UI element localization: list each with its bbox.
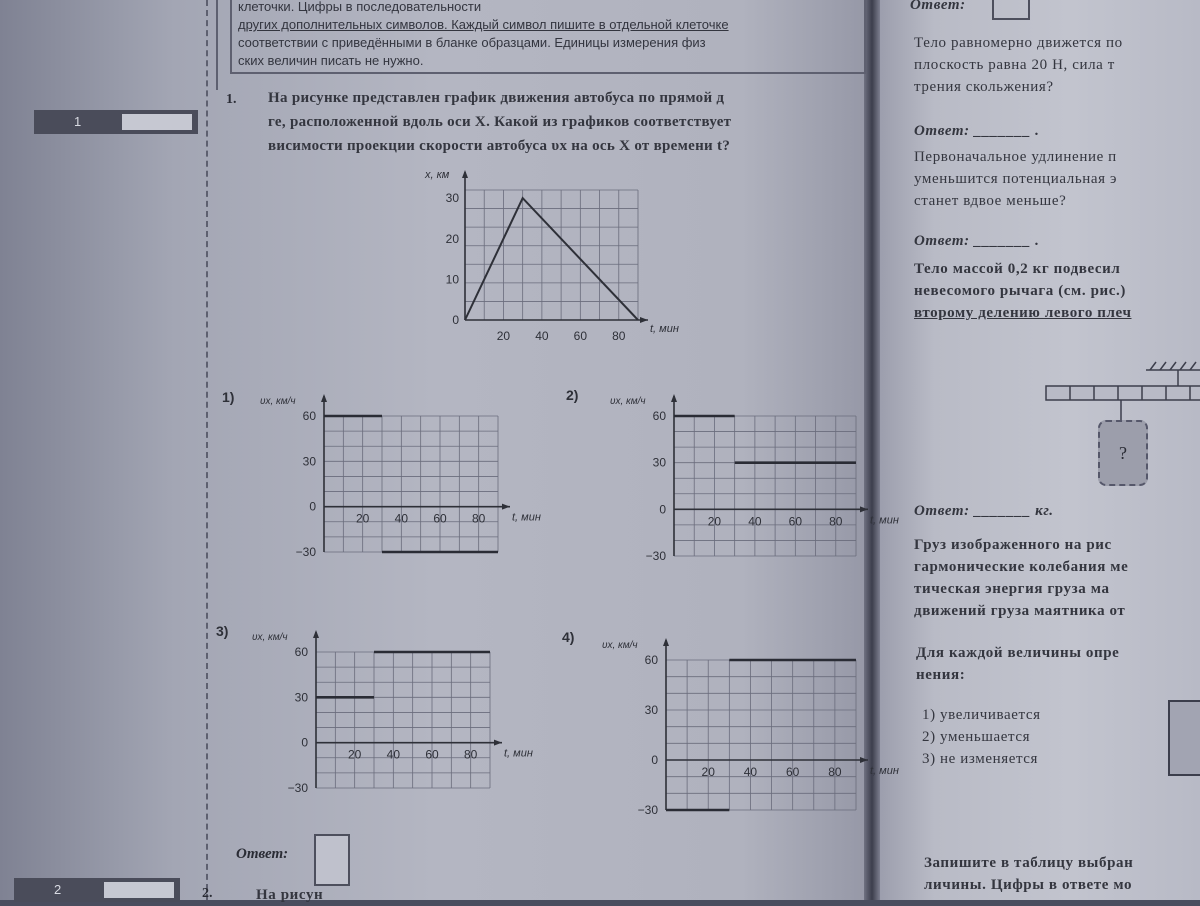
x-tick-label: 80 xyxy=(828,765,842,779)
problem-line: тическая энергия груза ма xyxy=(914,581,1110,597)
question-line: ге, расположенной вдоль оси X. Какой из графиков соответствует xyxy=(268,114,732,130)
problem-line: плоскость равна 20 Н, сила т xyxy=(914,57,1115,73)
y-tick-label: 60 xyxy=(644,653,658,667)
instruction-line: других дополнительных символов. Каждый символ пишите в отдельной клеточке xyxy=(238,17,729,32)
x-axis-label: t, мин xyxy=(870,765,899,777)
answer-bar-number: 2 xyxy=(54,882,62,897)
options-list xyxy=(922,704,1041,770)
option-label: 3) xyxy=(216,623,229,639)
answer-line: Ответ: _______ . xyxy=(914,233,1040,249)
problem-text xyxy=(914,534,1128,622)
problem-line: трения скольжения? xyxy=(914,79,1054,95)
answer-bar-number: 1 xyxy=(74,114,82,129)
x-tick-label: 40 xyxy=(535,329,549,343)
x-tick-label: 60 xyxy=(433,511,447,526)
instruction-line: клеточки. Цифры в последовательности xyxy=(238,0,482,14)
x-tick-label: 80 xyxy=(471,511,486,526)
question-2-text: На рисун xyxy=(256,887,324,903)
unknown-weight: ? xyxy=(1098,420,1148,486)
problem-line: Запишите в таблицу выбран xyxy=(924,855,1134,871)
answer-line: Ответ: _______ . xyxy=(914,123,1040,139)
problem-line: Первоначальное удлинение п xyxy=(914,149,1117,165)
question-number: 1. xyxy=(226,92,237,107)
problem-line: Тело массой 0,2 кг подвесил xyxy=(914,261,1121,277)
x-tick-label: 20 xyxy=(355,511,370,526)
y-tick-label: 60 xyxy=(302,409,316,423)
y-tick-label: 30 xyxy=(294,690,308,705)
problem-line: движений груза маятника от xyxy=(914,603,1126,619)
x-tick-label: 40 xyxy=(386,747,401,762)
y-tick-label: −30 xyxy=(295,545,316,559)
x-tick-label: 80 xyxy=(829,514,843,529)
question-line: висимости проекции скорости автобуса υx на ось X от времени t? xyxy=(268,138,731,154)
problem-line: невесомого рычага (см. рис.) xyxy=(914,283,1126,299)
x-tick-label: 20 xyxy=(701,765,715,779)
y-tick-label: 0 xyxy=(301,735,308,750)
x-axis-label: t, мин xyxy=(650,323,679,335)
x-tick-label: 20 xyxy=(496,329,511,343)
problem-line: второму делению левого плеч xyxy=(914,305,1132,321)
y-tick-label: 60 xyxy=(652,409,666,423)
x-tick-label: 60 xyxy=(785,765,800,779)
y-tick-label: 60 xyxy=(294,645,308,659)
option-item: 2) уменьшается xyxy=(922,729,1031,745)
option-item: 3) не изменяется xyxy=(922,751,1039,767)
x-tick-label: 40 xyxy=(394,511,409,526)
problem-text xyxy=(916,642,1119,686)
y-tick-label: 0 xyxy=(651,753,658,767)
problem-line: уменьшится потенциальная э xyxy=(914,171,1118,187)
question-2-number: 2. xyxy=(202,886,213,901)
question-line: На рисунке представлен график движения автобуса по прямой д xyxy=(268,90,725,106)
option-label: 4) xyxy=(562,629,575,645)
problem-text xyxy=(924,852,1133,896)
x-tick-label: 80 xyxy=(612,329,626,343)
answer-label: Ответ: xyxy=(910,0,966,13)
y-axis-label: υx, км/ч xyxy=(252,632,288,643)
x-tick-label: 20 xyxy=(707,514,722,529)
y-tick-label: 0 xyxy=(452,313,459,327)
x-tick-label: 40 xyxy=(743,765,758,779)
x-axis-label: t, мин xyxy=(504,747,533,760)
ceiling-hatch xyxy=(1150,362,1196,370)
option-label: 2) xyxy=(566,387,579,403)
y-tick-label: 10 xyxy=(445,272,459,287)
y-tick-label: 0 xyxy=(659,502,666,517)
lever-bar xyxy=(1046,386,1200,400)
problem-line: Груз изображенного на рис xyxy=(914,537,1112,553)
y-axis-label: υx, км/ч xyxy=(610,396,646,407)
y-tick-label: 30 xyxy=(644,703,658,717)
option-label: 1) xyxy=(222,389,235,405)
y-axis-label: υx, км/ч xyxy=(260,396,296,407)
y-tick-label: −30 xyxy=(645,549,666,563)
problem-line: Тело равномерно движется по xyxy=(914,35,1123,51)
x-tick-label: 40 xyxy=(748,514,762,529)
y-tick-label: 30 xyxy=(652,455,666,470)
x-axis-label: t, мин xyxy=(870,514,899,527)
instruction-line: ских величин писать не нужно. xyxy=(238,53,424,68)
y-tick-label: −30 xyxy=(287,781,308,795)
option-item: 1) увеличивается xyxy=(922,707,1041,723)
problem-line: личины. Цифры в ответе мо xyxy=(924,877,1133,893)
x-tick-label: 60 xyxy=(573,329,588,343)
x-tick-label: 80 xyxy=(463,747,478,762)
problem-line: станет вдвое меньше? xyxy=(914,193,1067,209)
y-tick-label: 0 xyxy=(309,499,316,514)
y-tick-label: −30 xyxy=(637,803,658,817)
y-tick-label: 30 xyxy=(445,191,459,206)
x-tick-label: 60 xyxy=(788,514,803,529)
x-tick-label: 20 xyxy=(347,747,362,762)
problem-line: гармонические колебания ме xyxy=(914,559,1129,575)
answer-label: Ответ: xyxy=(236,846,289,862)
y-axis-label: x, км xyxy=(425,169,450,181)
problem-line: Для каждой величины опре xyxy=(916,645,1120,661)
x-axis-label: t, мин xyxy=(512,511,541,524)
problem-line: нения: xyxy=(916,667,966,683)
answer-line: Ответ: _______ кг. xyxy=(914,503,1054,519)
instruction-line: соответствии с приведёнными в бланке образцами. Единицы измерения физ xyxy=(238,35,706,50)
x-tick-label: 60 xyxy=(425,747,439,762)
y-axis-label: υx, км/ч xyxy=(602,640,638,651)
table-fragment xyxy=(1168,700,1200,776)
y-tick-label: 30 xyxy=(302,454,316,469)
y-tick-label: 20 xyxy=(445,231,459,246)
